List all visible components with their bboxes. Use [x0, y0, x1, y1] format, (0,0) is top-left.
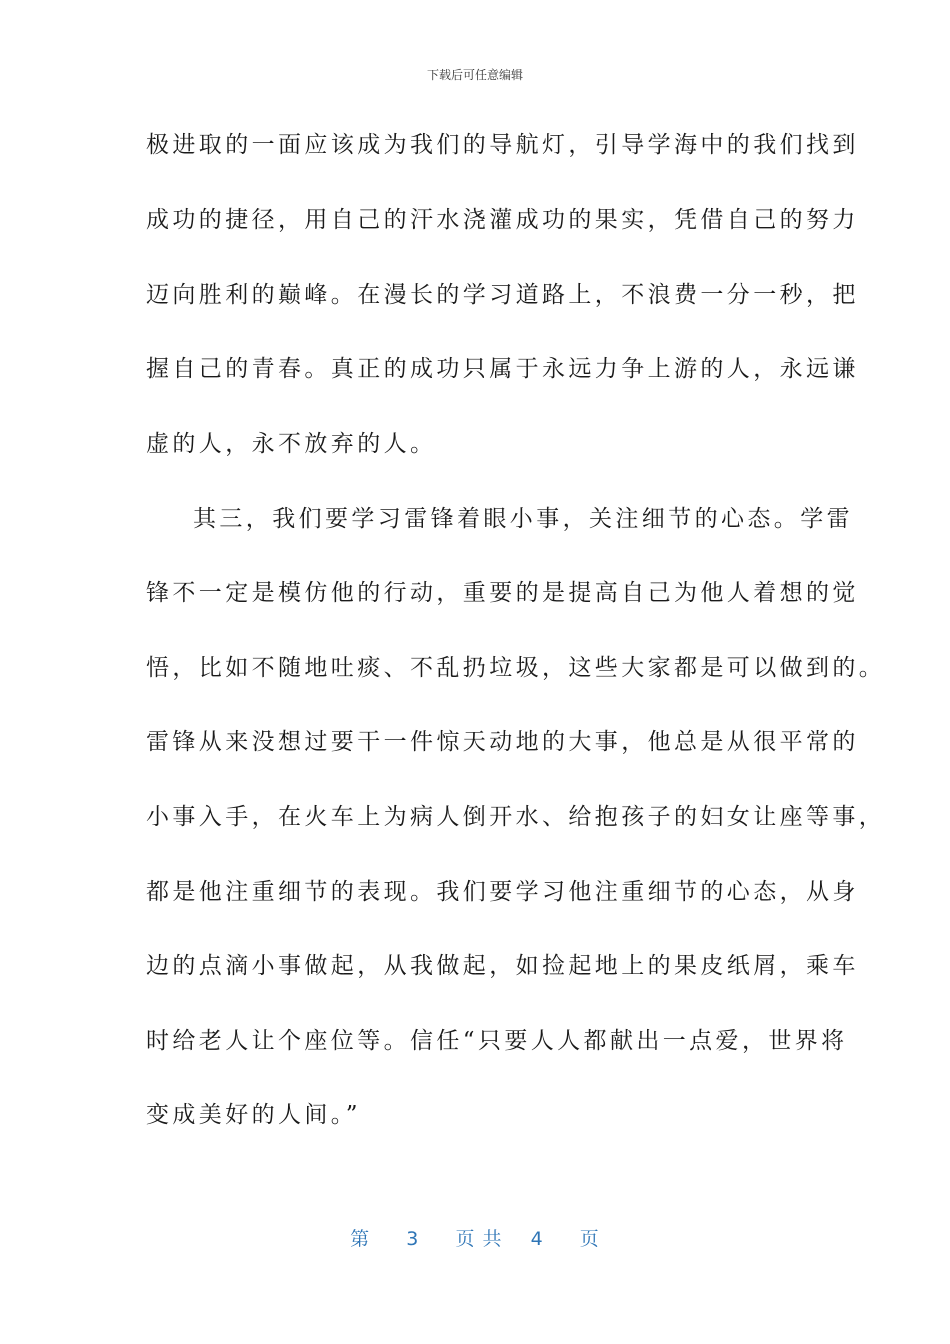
text-line: 锋不一定是模仿他的行动，重要的是提高自己为他人着想的觉	[146, 580, 859, 606]
text-line: 虚的人，永不放弃的人。	[146, 431, 437, 457]
page-footer	[0, 1224, 950, 1251]
text-line: 边的点滴小事做起，从我做起，如捡起地上的果皮纸屑，乘车	[146, 953, 859, 979]
footer-prefix: 第	[350, 1228, 371, 1250]
text-line: 握自己的青春。真正的成功只属于永远力争上游的人，永远谦	[146, 356, 859, 382]
text-line: 悟，比如不随地吐痰、不乱扔垃圾，这些大家都是可以做到的。	[146, 655, 886, 681]
text-line: 变成美好的人间。”	[146, 1102, 361, 1128]
text-line: 时给老人让个座位等。信任“只要人人都献出一点爱，世界将	[146, 1028, 848, 1054]
total-pages-number: 4	[530, 1228, 544, 1250]
text-line: 迈向胜利的巅峰。在漫长的学习道路上，不浪费一分一秒，把	[146, 282, 859, 308]
text-line: 都是他注重细节的表现。我们要学习他注重细节的心态，从身	[146, 879, 859, 905]
text-line: 成功的捷径，用自己的汗水浇灌成功的果实，凭借自己的努力	[146, 207, 859, 233]
footer-suffix: 页	[579, 1228, 600, 1250]
current-page-number: 3	[406, 1228, 420, 1250]
text-line: 雷锋从来没想过要干一件惊天动地的大事，他总是从很平常的	[146, 729, 859, 755]
page-header: 下载后可任意编辑	[426, 68, 523, 82]
text-line: 极进取的一面应该成为我们的导航灯，引导学海中的我们找到	[146, 132, 859, 158]
footer-middle: 页 共	[455, 1228, 503, 1250]
text-line: 小事入手，在火车上为病人倒开水、给抱孩子的妇女让座等事，	[146, 804, 886, 830]
text-line-indented: 其三，我们要学习雷锋着眼小事，关注细节的心态。学雷	[193, 506, 853, 532]
